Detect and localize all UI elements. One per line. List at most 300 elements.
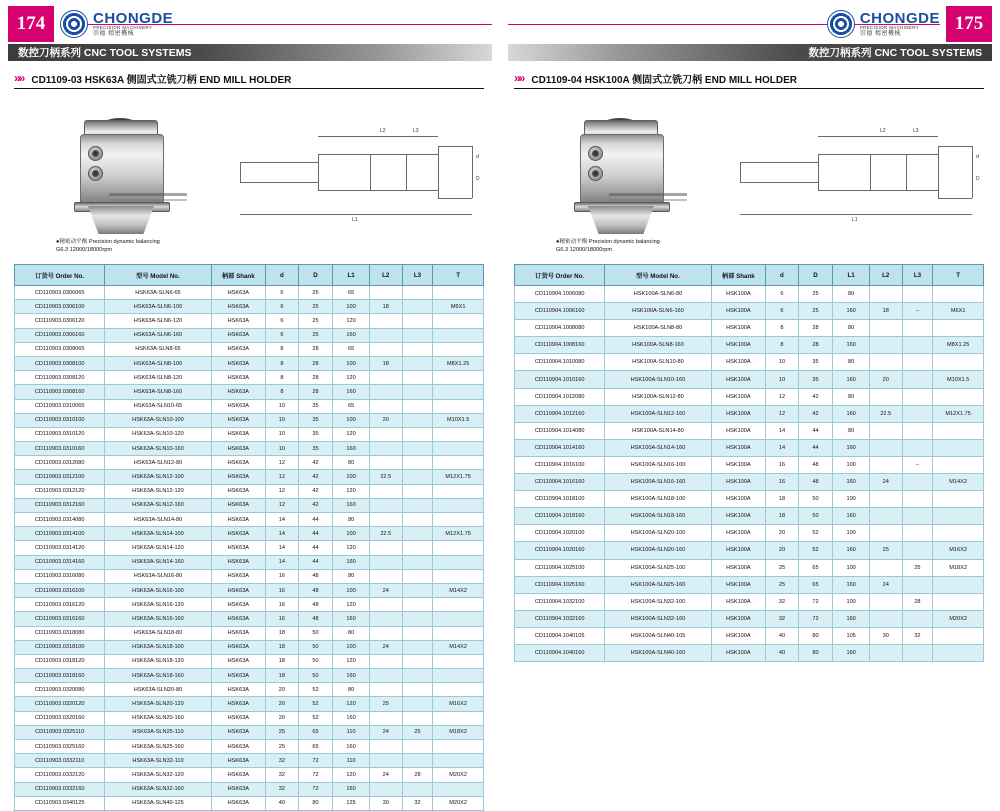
table-cell: HSK100A-SLN18-160 bbox=[605, 508, 711, 525]
table-cell: CD110903.0306160 bbox=[15, 328, 105, 342]
table-cell: 40 bbox=[266, 796, 299, 810]
table-cell bbox=[902, 525, 933, 542]
left-table-body bbox=[15, 286, 484, 811]
table-cell bbox=[369, 456, 402, 470]
table-cell: HSK63A bbox=[211, 612, 266, 626]
table-cell: HSK63A-SLN12-100 bbox=[105, 470, 211, 484]
table-cell: 20 bbox=[266, 697, 299, 711]
table-cell: HSK100A-SLN10-80 bbox=[605, 354, 711, 371]
table-cell: 48 bbox=[298, 569, 333, 583]
table-row bbox=[515, 405, 984, 422]
right-table-body bbox=[515, 286, 984, 662]
table-cell: CD110904.1016160 bbox=[515, 474, 605, 491]
table-cell: 110 bbox=[333, 725, 370, 739]
table-cell: 14 bbox=[766, 422, 799, 439]
table-cell: 72 bbox=[298, 768, 333, 782]
table-cell bbox=[433, 555, 484, 569]
dim-label-d-large: D bbox=[976, 176, 980, 182]
table-row bbox=[15, 541, 484, 555]
table-cell: CD110904.1020100 bbox=[515, 525, 605, 542]
company-logo-icon bbox=[827, 10, 855, 38]
table-cell: 160 bbox=[333, 740, 370, 754]
table-cell: CD110904.1018100 bbox=[515, 491, 605, 508]
th-l3: L3 bbox=[402, 265, 433, 286]
table-cell bbox=[902, 439, 933, 456]
table-cell: HSK63A bbox=[211, 328, 266, 342]
left-table-header-row bbox=[15, 265, 484, 286]
table-cell: HSK63A-SLN8-100 bbox=[105, 356, 211, 370]
table-cell: 35 bbox=[298, 413, 333, 427]
table-row bbox=[515, 491, 984, 508]
table-row bbox=[15, 286, 484, 300]
table-cell bbox=[433, 385, 484, 399]
table-cell: HSK63A bbox=[211, 654, 266, 668]
right-title-bar bbox=[508, 44, 992, 61]
table-cell bbox=[433, 427, 484, 441]
table-cell: CD110904.1006160 bbox=[515, 303, 605, 320]
table-cell bbox=[902, 542, 933, 559]
table-cell: 18 bbox=[266, 626, 299, 640]
table-cell: HSK63A bbox=[211, 768, 266, 782]
table-cell: CD110904.1014080 bbox=[515, 422, 605, 439]
table-row bbox=[15, 385, 484, 399]
table-cell bbox=[902, 644, 933, 661]
table-cell bbox=[433, 286, 484, 300]
table-cell: HSK63A-SLN8-120 bbox=[105, 371, 211, 385]
table-cell bbox=[902, 337, 933, 354]
table-cell: – bbox=[902, 456, 933, 473]
table-cell: 100 bbox=[333, 470, 370, 484]
table-cell bbox=[433, 626, 484, 640]
table-cell: HSK100A-SLN25-100 bbox=[605, 559, 711, 576]
table-cell bbox=[933, 576, 984, 593]
table-cell: 28 bbox=[798, 337, 833, 354]
table-cell: 20 bbox=[766, 525, 799, 542]
table-cell: 100 bbox=[333, 413, 370, 427]
table-cell: CD110904.1014160 bbox=[515, 439, 605, 456]
table-cell bbox=[402, 328, 433, 342]
table-cell: HSK63A bbox=[211, 513, 266, 527]
table-cell: CD110904.1008080 bbox=[515, 320, 605, 337]
table-cell: HSK63A bbox=[211, 754, 266, 768]
table-row bbox=[15, 527, 484, 541]
table-cell: CD110904.1040105 bbox=[515, 627, 605, 644]
table-cell bbox=[402, 683, 433, 697]
table-cell: 30 bbox=[369, 796, 402, 810]
table-cell: HSK63A-SLN32-110 bbox=[105, 754, 211, 768]
table-cell: HSK100A-SLN8-160 bbox=[605, 337, 711, 354]
table-cell: 25 bbox=[298, 286, 333, 300]
table-cell: HSK100A-SLN6-160 bbox=[605, 303, 711, 320]
table-cell: 160 bbox=[833, 542, 870, 559]
table-cell: 44 bbox=[298, 541, 333, 555]
table-cell bbox=[369, 669, 402, 683]
table-cell bbox=[369, 498, 402, 512]
table-cell: HSK100A-SLN10-160 bbox=[605, 371, 711, 388]
table-cell bbox=[402, 583, 433, 597]
table-row bbox=[15, 513, 484, 527]
table-cell: 65 bbox=[333, 286, 370, 300]
table-cell: CD110903.0308100 bbox=[15, 356, 105, 370]
brand-name-cn: 崇德 精密機械 bbox=[93, 31, 135, 38]
table-cell: 12 bbox=[266, 498, 299, 512]
table-cell: M20X2 bbox=[433, 796, 484, 810]
table-cell: 14 bbox=[266, 513, 299, 527]
table-cell bbox=[902, 286, 933, 303]
table-cell: HSK100A bbox=[711, 439, 766, 456]
table-cell bbox=[933, 354, 984, 371]
table-cell bbox=[402, 640, 433, 654]
table-cell bbox=[869, 439, 902, 456]
table-cell: HSK63A-SLN20-120 bbox=[105, 697, 211, 711]
table-cell: 28 bbox=[298, 371, 333, 385]
table-cell: 160 bbox=[833, 371, 870, 388]
table-cell: HSK63A bbox=[211, 456, 266, 470]
table-cell: 120 bbox=[333, 484, 370, 498]
table-cell: CD110903.0318080 bbox=[15, 626, 105, 640]
table-cell bbox=[869, 388, 902, 405]
table-cell: HSK63A-SLN16-120 bbox=[105, 598, 211, 612]
table-cell bbox=[933, 286, 984, 303]
table-row bbox=[515, 354, 984, 371]
table-cell: 18 bbox=[766, 508, 799, 525]
th-l3: L3 bbox=[902, 265, 933, 286]
table-cell: 120 bbox=[333, 654, 370, 668]
holder-set-screw bbox=[588, 146, 603, 161]
table-cell: HSK100A-SLN20-100 bbox=[605, 525, 711, 542]
left-title-bar-text: 数控刀柄系列 CNC TOOL SYSTEMS bbox=[18, 47, 192, 59]
table-cell: HSK63A bbox=[211, 626, 266, 640]
table-row bbox=[515, 303, 984, 320]
table-cell: CD110903.0318120 bbox=[15, 654, 105, 668]
table-cell: HSK63A-SLN20-160 bbox=[105, 711, 211, 725]
dim-label-d-small: d bbox=[476, 154, 479, 160]
table-cell: 25 bbox=[298, 328, 333, 342]
table-cell: 100 bbox=[333, 527, 370, 541]
table-cell: HSK100A bbox=[711, 542, 766, 559]
table-cell: 6 bbox=[766, 303, 799, 320]
table-cell: CD110904.1032160 bbox=[515, 610, 605, 627]
table-cell: 50 bbox=[798, 508, 833, 525]
table-cell: 20 bbox=[369, 413, 402, 427]
table-cell bbox=[433, 683, 484, 697]
brand-subtitle: PRECISION MACHINERY bbox=[859, 25, 920, 31]
table-row bbox=[515, 371, 984, 388]
table-cell: HSK100A bbox=[711, 576, 766, 593]
table-cell: HSK63A bbox=[211, 399, 266, 413]
table-cell: HSK63A-SLN12-120 bbox=[105, 484, 211, 498]
table-cell: 100 bbox=[833, 559, 870, 576]
table-cell: HSK100A-SLN32-100 bbox=[605, 593, 711, 610]
table-cell: 65 bbox=[798, 559, 833, 576]
table-cell: M8X1.25 bbox=[933, 337, 984, 354]
table-cell: 12 bbox=[266, 456, 299, 470]
table-cell: 160 bbox=[333, 442, 370, 456]
table-cell: CD110903.0320160 bbox=[15, 711, 105, 725]
table-cell: HSK63A-SLN14-120 bbox=[105, 541, 211, 555]
table-cell: 12 bbox=[266, 470, 299, 484]
table-cell: CD110904.1040160 bbox=[515, 644, 605, 661]
table-cell: M6X1 bbox=[433, 300, 484, 314]
table-cell bbox=[369, 427, 402, 441]
tool-holder-photo bbox=[554, 106, 704, 236]
holder-taper-shank bbox=[88, 206, 154, 234]
table-cell: HSK63A-SLN25-160 bbox=[105, 740, 211, 754]
table-cell: 72 bbox=[298, 782, 333, 796]
table-cell: 8 bbox=[766, 337, 799, 354]
table-row bbox=[15, 442, 484, 456]
table-cell: M16X2 bbox=[933, 542, 984, 559]
table-cell bbox=[369, 286, 402, 300]
table-cell: HSK63A bbox=[211, 427, 266, 441]
left-title-bar bbox=[8, 44, 492, 61]
table-cell: HSK63A bbox=[211, 669, 266, 683]
table-cell: 80 bbox=[333, 569, 370, 583]
table-cell: M18X2 bbox=[933, 559, 984, 576]
right-illustration bbox=[514, 96, 984, 256]
table-cell: HSK100A bbox=[711, 456, 766, 473]
right-table-header-row bbox=[515, 265, 984, 286]
table-cell: 100 bbox=[333, 356, 370, 370]
table-cell: 32 bbox=[266, 754, 299, 768]
table-row bbox=[15, 768, 484, 782]
table-cell: 160 bbox=[333, 711, 370, 725]
table-cell: CD110903.0332160 bbox=[15, 782, 105, 796]
table-cell bbox=[433, 498, 484, 512]
table-cell: 6 bbox=[266, 300, 299, 314]
table-row bbox=[15, 555, 484, 569]
table-cell: 52 bbox=[298, 683, 333, 697]
table-cell: M16X2 bbox=[433, 697, 484, 711]
table-cell bbox=[402, 427, 433, 441]
table-cell: 8 bbox=[266, 356, 299, 370]
table-cell: HSK100A-SLN32-160 bbox=[605, 610, 711, 627]
table-cell: M14X2 bbox=[433, 640, 484, 654]
table-cell: CD110903.0316080 bbox=[15, 569, 105, 583]
table-cell: 25 bbox=[266, 725, 299, 739]
table-cell bbox=[433, 612, 484, 626]
table-cell: 24 bbox=[869, 474, 902, 491]
table-cell: CD110903.0340125 bbox=[15, 796, 105, 810]
table-cell bbox=[902, 405, 933, 422]
table-cell bbox=[869, 456, 902, 473]
table-cell bbox=[369, 328, 402, 342]
right-title-bar-text: 数控刀柄系列 CNC TOOL SYSTEMS bbox=[808, 47, 982, 59]
table-cell: HSK100A-SLN12-80 bbox=[605, 388, 711, 405]
table-cell bbox=[869, 508, 902, 525]
table-row bbox=[15, 640, 484, 654]
table-cell: 80 bbox=[333, 513, 370, 527]
table-cell: HSK63A bbox=[211, 371, 266, 385]
table-cell bbox=[402, 669, 433, 683]
table-cell: HSK100A-SLN18-100 bbox=[605, 491, 711, 508]
table-cell: 65 bbox=[333, 342, 370, 356]
table-row bbox=[15, 598, 484, 612]
table-cell bbox=[402, 626, 433, 640]
table-cell bbox=[869, 593, 902, 610]
table-cell: 22.5 bbox=[369, 527, 402, 541]
table-cell: HSK100A bbox=[711, 627, 766, 644]
table-cell bbox=[369, 569, 402, 583]
table-row bbox=[515, 439, 984, 456]
table-cell: 32 bbox=[766, 610, 799, 627]
table-cell: 52 bbox=[798, 542, 833, 559]
table-cell: 65 bbox=[333, 399, 370, 413]
brand-subtitle: PRECISION MACHINERY bbox=[93, 25, 153, 31]
brand-name: CHONGDE bbox=[93, 9, 174, 27]
table-cell: 16 bbox=[266, 598, 299, 612]
table-cell: 42 bbox=[798, 405, 833, 422]
table-cell: HSK100A-SLN25-160 bbox=[605, 576, 711, 593]
table-cell: HSK63A bbox=[211, 442, 266, 456]
table-cell: 30 bbox=[869, 627, 902, 644]
table-cell: HSK63A-SLN16-80 bbox=[105, 569, 211, 583]
table-cell bbox=[369, 342, 402, 356]
table-cell: CD110903.0318160 bbox=[15, 669, 105, 683]
left-page-header bbox=[8, 6, 492, 42]
table-cell: HSK63A-SLN6-160 bbox=[105, 328, 211, 342]
table-cell: 100 bbox=[833, 593, 870, 610]
table-row bbox=[15, 484, 484, 498]
table-row bbox=[15, 711, 484, 725]
table-cell: 12 bbox=[766, 388, 799, 405]
table-cell: 16 bbox=[266, 612, 299, 626]
table-cell: 44 bbox=[298, 527, 333, 541]
table-cell: HSK63A bbox=[211, 484, 266, 498]
table-cell: – bbox=[902, 303, 933, 320]
right-balance-note: ●精密动平衡 Precision dynamic balancing G6.3 12000/18000rpm bbox=[556, 239, 660, 254]
table-cell bbox=[402, 356, 433, 370]
table-cell bbox=[402, 300, 433, 314]
table-cell: HSK100A bbox=[711, 405, 766, 422]
table-cell: HSK63A bbox=[211, 583, 266, 597]
table-row bbox=[15, 399, 484, 413]
table-cell: 50 bbox=[298, 669, 333, 683]
table-cell bbox=[369, 541, 402, 555]
table-cell: HSK63A-SLN18-160 bbox=[105, 669, 211, 683]
table-cell: HSK63A bbox=[211, 413, 266, 427]
table-cell: 25 bbox=[298, 314, 333, 328]
table-cell bbox=[933, 525, 984, 542]
table-cell bbox=[433, 569, 484, 583]
table-cell: 35 bbox=[298, 399, 333, 413]
table-cell bbox=[402, 654, 433, 668]
table-cell: CD110904.1020160 bbox=[515, 542, 605, 559]
table-cell: 100 bbox=[333, 640, 370, 654]
table-cell: 120 bbox=[333, 541, 370, 555]
table-cell bbox=[902, 388, 933, 405]
dim-label-l1: L1 bbox=[852, 217, 858, 223]
table-cell bbox=[902, 474, 933, 491]
dim-label-l3: L3 bbox=[913, 128, 919, 134]
table-cell: 28 bbox=[798, 320, 833, 337]
table-cell: CD110903.0312120 bbox=[15, 484, 105, 498]
table-cell bbox=[402, 342, 433, 356]
table-cell: HSK63A bbox=[211, 598, 266, 612]
table-cell: 80 bbox=[798, 627, 833, 644]
table-row bbox=[15, 669, 484, 683]
table-cell: HSK63A bbox=[211, 385, 266, 399]
table-cell: HSK100A-SLN20-160 bbox=[605, 542, 711, 559]
table-cell: HSK63A bbox=[211, 782, 266, 796]
table-cell: 32 bbox=[766, 593, 799, 610]
table-cell: 44 bbox=[298, 513, 333, 527]
table-cell bbox=[402, 513, 433, 527]
table-cell: HSK63A bbox=[211, 470, 266, 484]
th-t: T bbox=[433, 265, 484, 286]
table-cell: 160 bbox=[333, 555, 370, 569]
table-cell: HSK100A bbox=[711, 508, 766, 525]
table-cell: 160 bbox=[833, 439, 870, 456]
table-cell: 25 bbox=[369, 697, 402, 711]
th-l2: L2 bbox=[369, 265, 402, 286]
table-cell: 72 bbox=[298, 754, 333, 768]
table-cell: 8 bbox=[266, 371, 299, 385]
table-cell bbox=[369, 754, 402, 768]
table-cell: HSK63A bbox=[211, 286, 266, 300]
table-cell: 48 bbox=[798, 456, 833, 473]
table-cell: HSK100A-SLN40-105 bbox=[605, 627, 711, 644]
table-cell: HSK63A-SLN10-120 bbox=[105, 427, 211, 441]
table-cell bbox=[902, 508, 933, 525]
table-cell bbox=[433, 328, 484, 342]
table-cell bbox=[933, 491, 984, 508]
table-cell bbox=[933, 644, 984, 661]
chevron-right-icon: »» bbox=[14, 71, 24, 85]
table-cell: 10 bbox=[266, 413, 299, 427]
table-cell: 18 bbox=[869, 303, 902, 320]
table-cell: CD110903.0332110 bbox=[15, 754, 105, 768]
table-row bbox=[15, 300, 484, 314]
table-cell: 10 bbox=[766, 354, 799, 371]
table-row bbox=[15, 569, 484, 583]
table-cell: CD110904.1032100 bbox=[515, 593, 605, 610]
table-cell bbox=[433, 754, 484, 768]
table-cell: 110 bbox=[333, 754, 370, 768]
right-page-number: 175 bbox=[946, 6, 992, 42]
table-row bbox=[15, 498, 484, 512]
table-cell bbox=[433, 484, 484, 498]
table-cell bbox=[402, 456, 433, 470]
table-cell bbox=[433, 740, 484, 754]
table-cell bbox=[433, 399, 484, 413]
table-row bbox=[515, 508, 984, 525]
table-cell bbox=[402, 754, 433, 768]
table-cell: CD110903.0320080 bbox=[15, 683, 105, 697]
left-subtitle bbox=[14, 70, 291, 86]
table-cell: 48 bbox=[298, 612, 333, 626]
table-cell: 80 bbox=[798, 644, 833, 661]
table-cell: M20X2 bbox=[933, 610, 984, 627]
th-shank: 柄部 Shank bbox=[211, 265, 266, 286]
holder-set-screw bbox=[88, 146, 103, 161]
table-cell: HSK63A-SLN6-120 bbox=[105, 314, 211, 328]
table-cell: CD110903.0308065 bbox=[15, 342, 105, 356]
table-cell: 80 bbox=[298, 796, 333, 810]
table-cell bbox=[402, 399, 433, 413]
table-cell bbox=[902, 491, 933, 508]
table-cell: 6 bbox=[766, 286, 799, 303]
table-cell: 125 bbox=[333, 796, 370, 810]
table-cell: CD110903.0318100 bbox=[15, 640, 105, 654]
table-cell: 160 bbox=[833, 405, 870, 422]
table-cell: 24 bbox=[369, 768, 402, 782]
table-cell: HSK63A-SLN25-110 bbox=[105, 725, 211, 739]
table-cell: 65 bbox=[298, 740, 333, 754]
table-cell: 50 bbox=[298, 626, 333, 640]
table-cell bbox=[402, 484, 433, 498]
table-cell bbox=[402, 697, 433, 711]
